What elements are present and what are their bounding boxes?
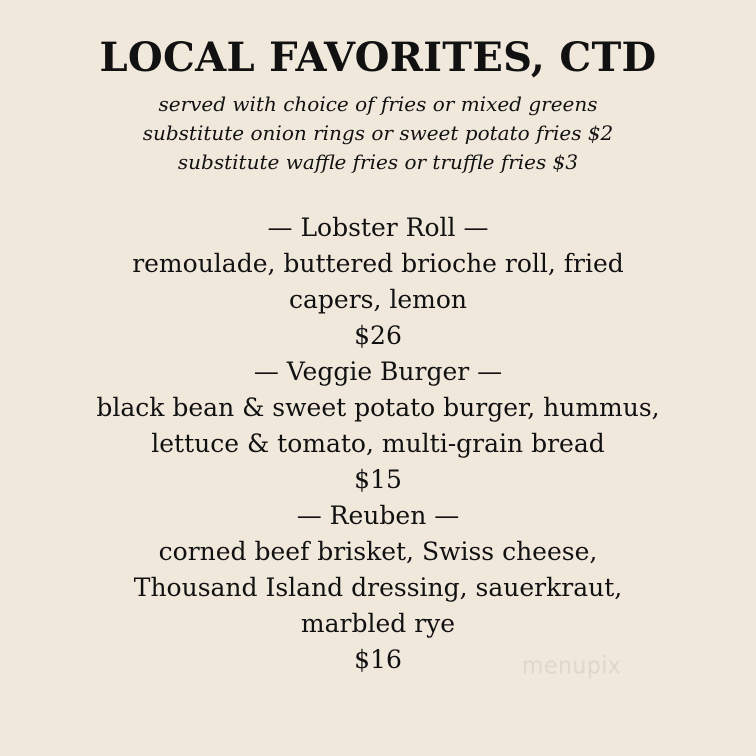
item-price-veggie-burger: $15	[354, 465, 402, 494]
page-title: LOCAL FAVORITES, CTD	[99, 34, 657, 81]
note-substitute-waffle-fries: substitute waffle fries or truffle fries $3	[177, 150, 579, 174]
item-price-lobster-roll: $26	[354, 321, 402, 350]
item-description-line: Thousand Island dressing, sauerkraut,	[133, 573, 623, 602]
item-description-line: corned beef brisket, Swiss cheese,	[158, 537, 598, 566]
item-description-line: marbled rye	[300, 609, 456, 638]
item-price-reuben: $16	[354, 645, 402, 674]
item-name-reuben: — Reuben —	[296, 501, 460, 530]
item-description-line: remoulade, buttered brioche roll, fried	[132, 249, 624, 278]
item-name-lobster-roll: — Lobster Roll —	[267, 213, 489, 242]
item-description-line: capers, lemon	[288, 285, 468, 314]
menu-items	[0, 210, 756, 678]
note-side-choice: served with choice of fries or mixed greens	[158, 92, 598, 116]
item-name-veggie-burger: — Veggie Burger —	[253, 357, 503, 386]
side-options-notes	[0, 90, 756, 177]
note-substitute-onion-rings: substitute onion rings or sweet potato fries $2	[142, 121, 614, 145]
item-description-line: lettuce & tomato, multi-grain bread	[151, 429, 605, 458]
item-description-line: black bean & sweet potato burger, hummus,	[96, 393, 660, 422]
menupix-watermark: menupix	[522, 652, 622, 681]
